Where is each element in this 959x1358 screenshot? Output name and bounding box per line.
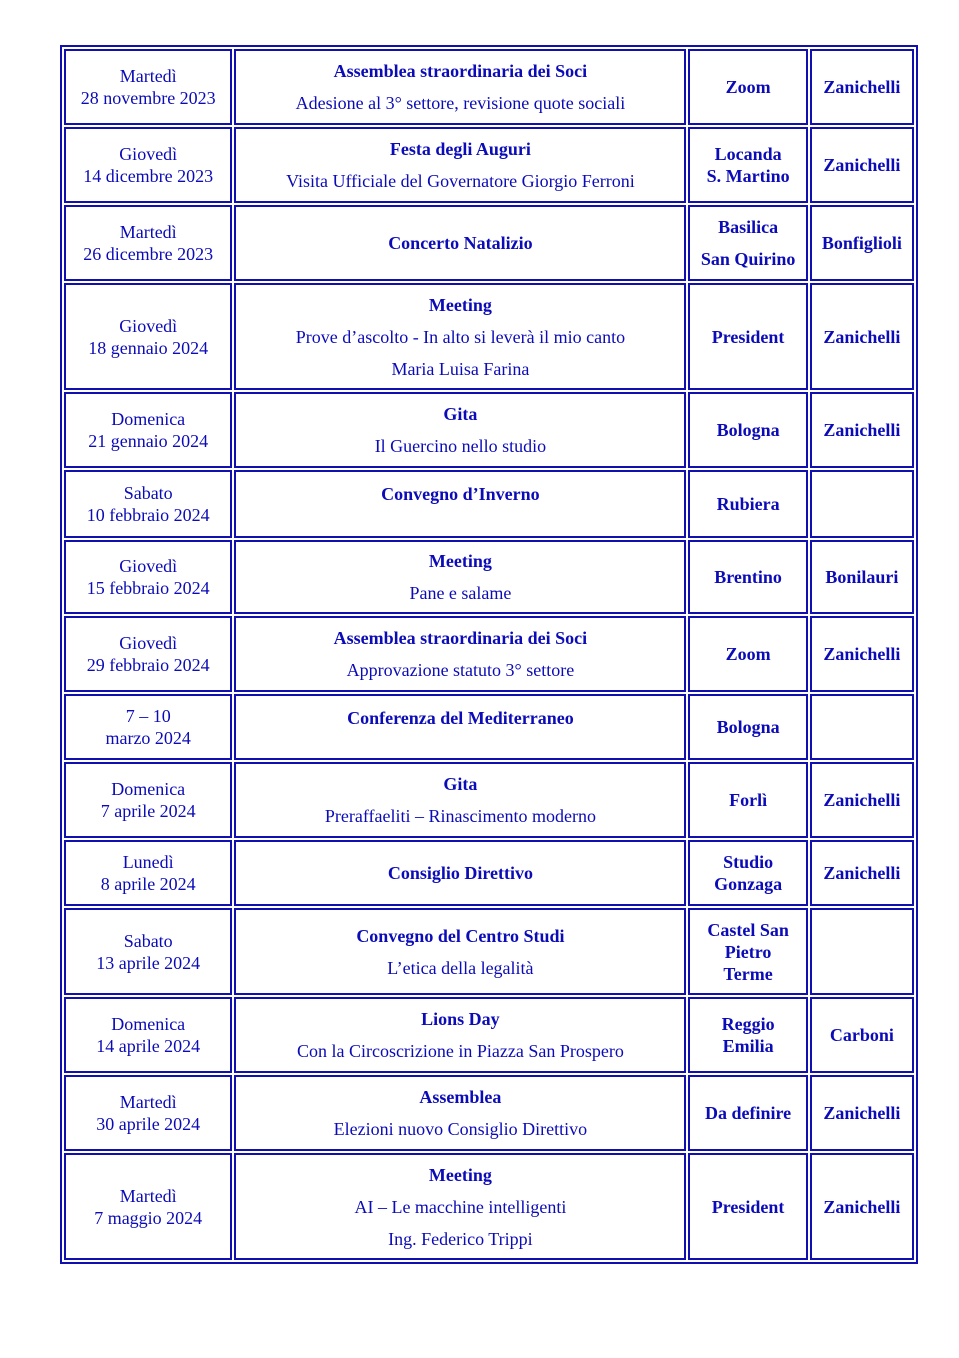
event-title: Assemblea	[419, 1087, 502, 1107]
table-row	[64, 840, 914, 906]
date-cell	[64, 762, 232, 838]
place-label: President	[711, 326, 785, 347]
place-label: San Quirino	[700, 249, 796, 269]
date-label: 15 febbraio 2024	[86, 578, 210, 598]
weekday-label: Sabato	[123, 930, 173, 951]
event-title: Consiglio Direttivo	[387, 863, 533, 883]
event-description: Prove d’ascolto - In alto si leverà il mio canto	[295, 326, 626, 347]
date-label: 14 dicembre 2023	[83, 166, 214, 186]
date-label: 26 dicembre 2023	[83, 244, 214, 264]
organizer-cell: Zanichelli	[810, 762, 914, 838]
event-title: Festa degli Auguri	[389, 139, 531, 159]
date-label: 28 novembre 2023	[80, 88, 216, 108]
date-label: 21 gennaio 2024	[88, 431, 209, 451]
organizer-cell: Bonilauri	[810, 540, 914, 614]
place-cell	[688, 392, 807, 468]
table-row	[64, 470, 914, 538]
date-cell	[64, 205, 232, 281]
event-cell	[234, 997, 686, 1073]
events-table-body	[64, 49, 914, 1260]
date-label: 13 aprile 2024	[96, 952, 201, 973]
event-description: Con la Circoscrizione in Piazza San Prospero	[296, 1041, 624, 1061]
event-cell	[234, 840, 686, 906]
place-cell	[688, 694, 807, 760]
event-title: Meeting	[428, 551, 492, 571]
organizer-cell: Bonfiglioli	[810, 205, 914, 281]
weekday-label: Giovedì	[119, 144, 178, 164]
place-cell	[688, 908, 807, 995]
weekday-label: Lunedì	[122, 852, 174, 872]
table-row	[64, 762, 914, 838]
event-cell	[234, 392, 686, 468]
weekday-label: Giovedì	[119, 633, 178, 653]
place-label: Gonzaga	[714, 874, 783, 894]
table-row	[64, 49, 914, 125]
place-cell	[688, 127, 807, 203]
place-label: Rubiera	[716, 494, 780, 514]
date-cell	[64, 283, 232, 390]
event-title: Convegno d’Inverno	[381, 484, 540, 504]
organizer-cell: Zanichelli	[810, 283, 914, 390]
place-cell	[688, 540, 807, 614]
table-row	[64, 908, 914, 995]
event-cell	[234, 205, 686, 281]
event-cell	[234, 908, 686, 995]
date-label: 30 aprile 2024	[96, 1114, 201, 1134]
event-description: Ing. Federico Trippi	[388, 1228, 533, 1249]
date-cell	[64, 908, 232, 995]
place-label: President	[711, 1196, 785, 1217]
weekday-label: Domenica	[111, 779, 186, 799]
organizer-cell: Zanichelli	[810, 49, 914, 125]
place-label: Brentino	[714, 567, 782, 587]
organizer-cell: Zanichelli	[810, 392, 914, 468]
table-row	[64, 1153, 914, 1260]
event-cell	[234, 49, 686, 125]
event-title: Gita	[443, 404, 478, 424]
place-label: Castel San	[707, 919, 789, 940]
place-cell	[688, 997, 807, 1073]
events-table	[60, 45, 918, 1264]
organizer-cell: Zanichelli	[810, 1153, 914, 1260]
place-cell	[688, 1153, 807, 1260]
date-cell	[64, 392, 232, 468]
date-label: 14 aprile 2024	[96, 1036, 201, 1056]
event-cell	[234, 470, 686, 538]
table-row	[64, 694, 914, 760]
place-label: Da definire	[705, 1103, 792, 1123]
place-cell	[688, 470, 807, 538]
event-title: Assemblea straordinaria dei Soci	[333, 61, 588, 81]
organizer-cell	[810, 908, 914, 995]
weekday-label: Domenica	[111, 409, 186, 429]
place-label: Terme	[723, 963, 773, 984]
event-description: Pane e salame	[409, 583, 512, 603]
event-description: AI – Le macchine intelligenti	[354, 1196, 567, 1217]
table-row	[64, 1075, 914, 1151]
event-cell	[234, 1075, 686, 1151]
place-label: Zoom	[725, 644, 771, 664]
weekday-label: Martedì	[119, 66, 177, 86]
place-label: Emilia	[722, 1036, 774, 1056]
organizer-cell: Zanichelli	[810, 616, 914, 692]
event-cell	[234, 762, 686, 838]
table-row	[64, 616, 914, 692]
weekday-label: Domenica	[111, 1014, 186, 1034]
date-cell	[64, 616, 232, 692]
place-label: S. Martino	[706, 166, 790, 186]
place-label: Zoom	[725, 77, 771, 97]
event-title: Concerto Natalizio	[388, 233, 533, 253]
event-cell	[234, 616, 686, 692]
date-label: 8 aprile 2024	[100, 874, 196, 894]
date-cell	[64, 1153, 232, 1260]
place-label: Studio	[723, 852, 774, 872]
event-description: Il Guercino nello studio	[374, 436, 547, 456]
event-title: Convegno del Centro Studi	[356, 925, 565, 946]
organizer-cell: Zanichelli	[810, 1075, 914, 1151]
place-cell	[688, 283, 807, 390]
weekday-label: Martedì	[119, 1092, 177, 1112]
date-cell	[64, 470, 232, 538]
date-label: 10 febbraio 2024	[86, 505, 210, 525]
date-label: 7 aprile 2024	[100, 801, 196, 821]
event-cell	[234, 283, 686, 390]
event-description: L’etica della legalità	[387, 957, 534, 978]
event-title: Meeting	[428, 1164, 492, 1185]
table-row	[64, 540, 914, 614]
place-label: Bologna	[716, 717, 780, 737]
date-cell	[64, 127, 232, 203]
event-description: Maria Luisa Farina	[391, 358, 530, 379]
weekday-label: Martedì	[119, 222, 177, 242]
organizer-cell: Zanichelli	[810, 127, 914, 203]
weekday-label: Sabato	[123, 483, 173, 503]
date-label: 18 gennaio 2024	[88, 337, 209, 358]
date-cell	[64, 840, 232, 906]
place-label: Bologna	[716, 420, 780, 440]
event-cell	[234, 127, 686, 203]
date-label: marzo 2024	[105, 728, 191, 748]
weekday-label: Giovedì	[119, 556, 178, 576]
place-label: Reggio	[721, 1014, 775, 1034]
date-label: 29 febbraio 2024	[86, 655, 210, 675]
table-row	[64, 205, 914, 281]
date-cell	[64, 49, 232, 125]
place-cell	[688, 840, 807, 906]
date-cell	[64, 1075, 232, 1151]
table-row	[64, 127, 914, 203]
place-cell	[688, 762, 807, 838]
event-description: Approvazione statuto 3° settore	[346, 660, 575, 680]
place-label: Basilica	[718, 217, 779, 237]
event-title: Assemblea straordinaria dei Soci	[333, 628, 588, 648]
organizer-cell	[810, 694, 914, 760]
place-label: Locanda	[714, 144, 782, 164]
place-cell	[688, 1075, 807, 1151]
table-row	[64, 997, 914, 1073]
organizer-cell: Carboni	[810, 997, 914, 1073]
event-description: Preraffaeliti – Rinascimento moderno	[324, 806, 596, 826]
event-title: Gita	[443, 774, 478, 794]
organizer-cell: Zanichelli	[810, 840, 914, 906]
organizer-cell	[810, 470, 914, 538]
table-row	[64, 392, 914, 468]
event-title: Conferenza del Mediterraneo	[347, 708, 574, 728]
weekday-label: Martedì	[119, 1185, 177, 1206]
event-description: Adesione al 3° settore, revisione quote sociali	[295, 93, 626, 113]
event-title: Lions Day	[421, 1009, 500, 1029]
event-cell	[234, 1153, 686, 1260]
date-label: 7 maggio 2024	[94, 1207, 203, 1228]
event-description: Visita Ufficiale del Governatore Giorgio Ferroni	[286, 171, 635, 191]
place-cell	[688, 205, 807, 281]
table-row	[64, 283, 914, 390]
event-description: Elezioni nuovo Consiglio Direttivo	[333, 1119, 588, 1139]
event-title: Meeting	[428, 294, 492, 315]
weekday-label: Giovedì	[119, 315, 178, 336]
place-label: Forlì	[729, 790, 768, 810]
place-label: Pietro	[724, 941, 772, 962]
place-cell	[688, 616, 807, 692]
date-cell	[64, 997, 232, 1073]
place-cell	[688, 49, 807, 125]
date-cell	[64, 694, 232, 760]
event-cell	[234, 540, 686, 614]
date-cell	[64, 540, 232, 614]
weekday-label: 7 – 10	[125, 706, 171, 726]
event-cell	[234, 694, 686, 760]
